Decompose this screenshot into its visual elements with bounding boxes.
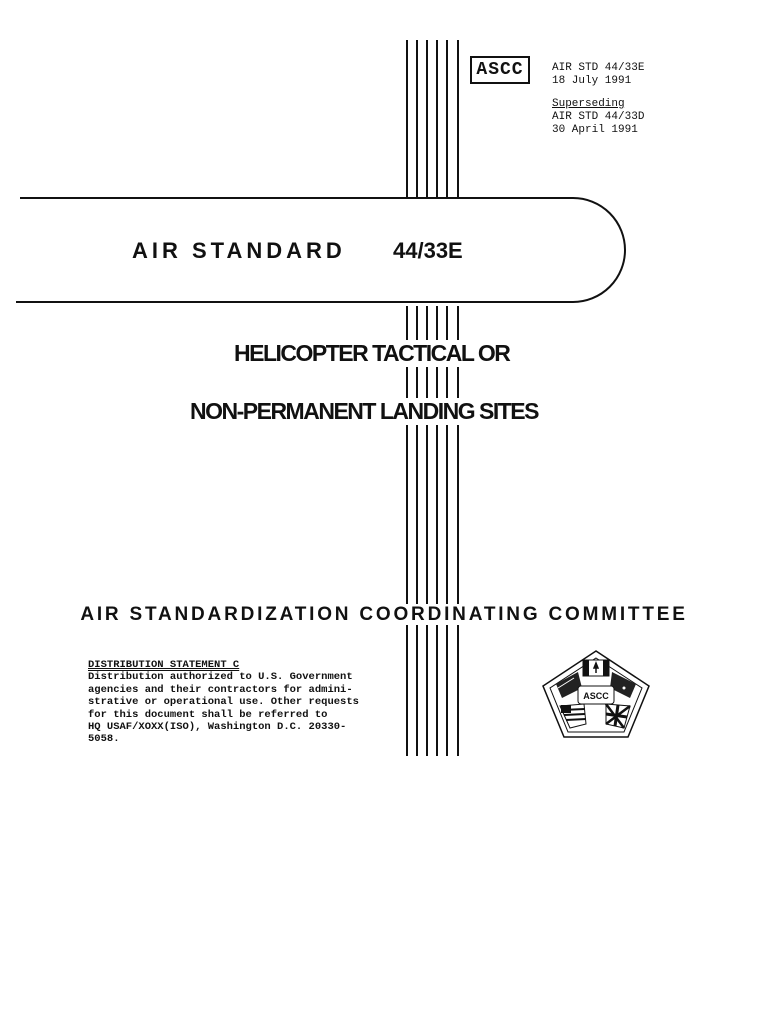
distribution-line: agencies and their contractors for admini- (88, 683, 353, 696)
ascc-box-label: ASCC (470, 56, 530, 84)
banner-title: AIR STANDARD (132, 238, 346, 263)
superseded-date: 30 April 1991 (552, 124, 638, 136)
standard-number: AIR STD 44/33E (552, 62, 645, 74)
title-banner (0, 190, 768, 310)
superseding-label: Superseding (552, 98, 625, 110)
distribution-line: for this document shall be referred to (88, 708, 328, 721)
banner-number: 44/33E (393, 238, 463, 263)
committee-name-text: AIR STANDARDIZATION COORDINATING COMMITTEE (76, 604, 691, 625)
standard-date: 18 July 1991 (552, 75, 632, 87)
ascc-emblem-icon (540, 648, 652, 740)
distribution-line: HQ USAF/XOXX(ISO), Washington D.C. 20330- (88, 721, 347, 734)
document-title-line-1: HELICOPTER TACTICAL OR (230, 340, 513, 367)
distribution-statement (88, 659, 418, 746)
superseding-info (552, 98, 644, 137)
document-reference (552, 62, 644, 88)
superseded-standard: AIR STD 44/33D (552, 111, 645, 123)
committee-name (0, 604, 768, 626)
distribution-line: 5058. (88, 733, 120, 746)
document-title-line-2: NON-PERMANENT LANDING SITES (186, 398, 542, 425)
distribution-line: Distribution authorized to U.S. Government (88, 671, 353, 684)
distribution-heading: DISTRIBUTION STATEMENT C (88, 659, 240, 671)
flag-canada-icon (583, 660, 609, 676)
emblem-label: ASCC (583, 691, 609, 701)
distribution-line: strative or operational use. Other requests (88, 696, 359, 709)
